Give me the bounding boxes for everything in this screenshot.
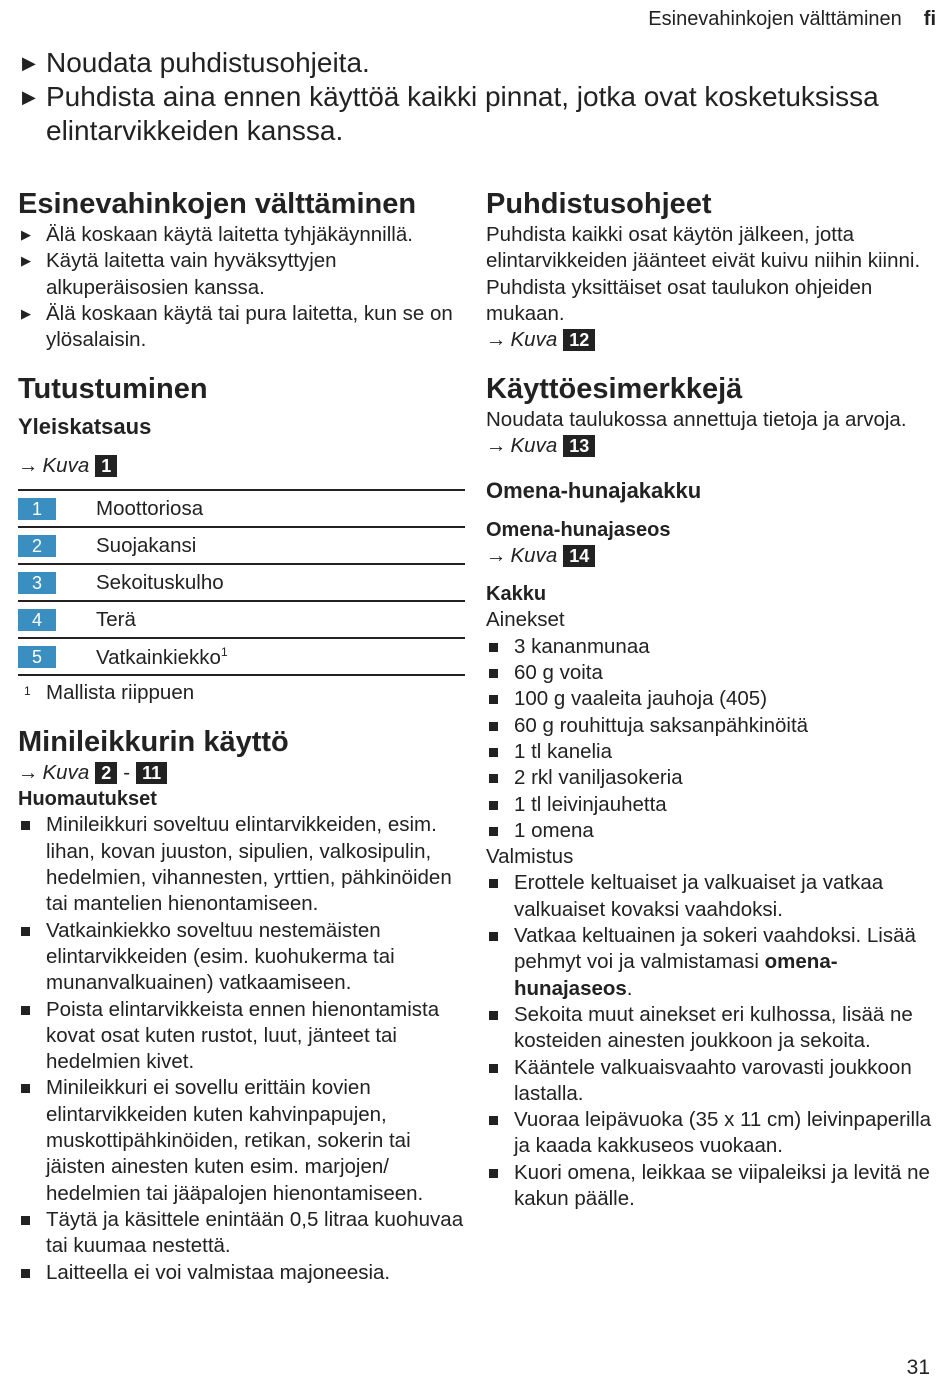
list-item: ▶ Älä koskaan käytä tai pura laitetta, kun se on ylösalaisin.	[21, 301, 453, 352]
header-title: Esinevahinkojen välttäminen	[648, 8, 902, 30]
arrow-right-icon: →	[18, 761, 39, 785]
figure-reference: → Kuva 13	[486, 433, 936, 459]
square-bullet-icon	[489, 879, 498, 888]
left-column	[18, 186, 468, 1286]
list-item: Erottele keltuaiset ja valkuaiset ja vatkaa valkuaiset kovaksi vaahdoksi.	[486, 870, 936, 923]
list-item: 3 kananmunaa	[486, 634, 936, 660]
mixture-heading: Omena-hunajaseos	[486, 519, 671, 542]
part-number-badge: 1	[18, 498, 56, 520]
part-name: Moottoriosa	[96, 496, 204, 520]
square-bullet-icon	[489, 1011, 498, 1020]
square-bullet-icon	[21, 927, 30, 936]
ingredients-list	[486, 634, 936, 844]
part-name: Terä	[96, 607, 136, 631]
square-bullet-icon	[489, 748, 498, 757]
figure-number-badge: 1	[95, 455, 117, 477]
figure-number-badge: 11	[136, 762, 167, 784]
figure-reference: → Kuva 2 - 11	[18, 760, 468, 786]
preparation-label: Valmistus	[486, 845, 574, 869]
figure-number-badge: 13	[563, 435, 595, 457]
list-item: Minileikkuri ei sovellu erittäin kovien elintarvikkeiden kuten kahvinpapujen, muskottipähkinöiden, retikan, sokerin tai jäisten ainesten kuten esim. marjojen/ hedelmien tai jääpalojen hienontamiseen.	[18, 1075, 468, 1206]
square-bullet-icon	[489, 669, 498, 678]
square-bullet-icon	[21, 1006, 30, 1015]
arrow-right-icon: →	[486, 544, 507, 568]
triangle-bullet-icon: ▶	[21, 227, 31, 242]
square-bullet-icon	[489, 932, 498, 941]
examples-heading: Käyttöesimerkkejä	[486, 373, 743, 406]
damage-heading: Esinevahinkojen välttäminen	[18, 188, 417, 220]
list-item: 100 g vaaleita jauhoja (405)	[486, 686, 936, 712]
list-item: Kuori omena, leikkaa se viipaleiksi ja levitä ne kakun päälle.	[486, 1160, 936, 1213]
square-bullet-icon	[489, 643, 498, 652]
intro-section-heading: Tutustuminen	[18, 373, 208, 406]
part-name-cell: Vatkainkiekko$^1$	[96, 644, 228, 669]
list-item: 60 g rouhittuja saksanpähkinöitä	[486, 713, 936, 739]
triangle-bullet-icon: ▶	[22, 53, 36, 73]
recipe-heading: Omena-hunajakakku	[486, 478, 702, 504]
damage-list	[18, 222, 468, 353]
list-item: 1 tl leivinjauhetta	[486, 792, 936, 818]
arrow-right-icon: →	[486, 328, 507, 352]
square-bullet-icon	[489, 774, 498, 783]
cleaning-heading: Puhdistusohjeet	[486, 188, 712, 220]
part-number-badge: 5	[18, 646, 56, 668]
footnote-marker: 1	[220, 644, 228, 659]
figure-number-badge: 12	[563, 329, 595, 351]
table-footnote: 1 Mallista riippuen	[24, 681, 195, 705]
list-item: Laitteella ei voi valmistaa majoneesia.	[18, 1260, 468, 1286]
list-item: Täytä ja käsittele enintään 0,5 litraa kuohuvaa tai kuumaa nestettä.	[18, 1207, 468, 1260]
parts-table	[18, 489, 465, 676]
intro-item: ▶ Puhdista aina ennen käyttöä kaikki pinnat, jotka ovat kosketuksissa elintarvikkeiden kanssa.	[22, 81, 879, 146]
triangle-bullet-icon: ▶	[21, 305, 31, 321]
square-bullet-icon	[489, 1064, 498, 1073]
figure-reference: → Kuva 14	[486, 543, 936, 569]
list-item: 2 rkl vaniljasokeria	[486, 765, 936, 791]
list-item: Vatkainkiekko soveltuu nestemäisten elintarvikkeiden (esim. kuohukerma tai munanvalkuainen) vatkaamiseen.	[18, 918, 468, 997]
square-bullet-icon	[489, 827, 498, 836]
part-number-badge: 4	[18, 609, 56, 631]
table-row	[18, 638, 465, 675]
square-bullet-icon	[21, 1269, 30, 1278]
part-name: Sekoituskulho	[96, 570, 224, 594]
bold-reference: omena-hunajaseos	[514, 950, 838, 1000]
list-item: ▶ Käytä laitetta vain hyväksyttyjen alkuperäisosien kanssa.	[21, 249, 337, 299]
table-row	[18, 527, 465, 564]
table-row	[18, 564, 465, 601]
figure-reference: → Kuva 1	[18, 453, 468, 479]
part-number-badge: 3	[18, 572, 56, 594]
list-item: Sekoita muut ainekset eri kulhossa, lisää ne kosteiden ainesten joukkoon ja sekoita.	[486, 1002, 936, 1055]
square-bullet-icon	[489, 1169, 498, 1178]
table-row	[18, 490, 465, 527]
intro-instructions	[18, 46, 918, 148]
mini-chopper-heading: Minileikkurin käyttö	[18, 726, 289, 759]
figure-reference: → Kuva 12	[486, 327, 936, 353]
square-bullet-icon	[21, 1216, 30, 1225]
right-column	[486, 186, 936, 1212]
notes-heading: Huomautukset	[18, 788, 157, 811]
cleaning-paragraph: Puhdista yksittäiset osat taulukon ohjeiden mukaan.	[486, 275, 873, 325]
list-item: Kääntele valkuaisvaahto varovasti joukkoon lastalla.	[486, 1055, 936, 1108]
part-name: Suojakansi	[96, 533, 197, 557]
list-item: Vuoraa leipävuoka (35 x 11 cm) leivinpaperilla ja kaada kakkuseos vuokaan.	[486, 1107, 936, 1160]
notes-list	[18, 812, 468, 1285]
steps-list	[486, 870, 936, 1212]
figure-number-badge: 2	[95, 762, 117, 784]
arrow-right-icon: →	[486, 434, 507, 458]
square-bullet-icon	[21, 821, 30, 830]
list-item: 1 omena	[486, 818, 936, 844]
table-row	[18, 601, 465, 638]
examples-paragraph: Noudata taulukossa annettuja tietoja ja arvoja.	[486, 408, 907, 432]
arrow-right-icon: →	[18, 454, 39, 478]
square-bullet-icon	[489, 801, 498, 810]
language-code: fi	[923, 8, 936, 30]
triangle-bullet-icon: ▶	[22, 87, 36, 107]
overview-heading: Yleiskatsaus	[18, 414, 152, 440]
part-number-badge: 2	[18, 535, 56, 557]
square-bullet-icon	[489, 722, 498, 731]
list-item: Poista elintarvikkeista ennen hienontamista kovat osat kuten rustot, luut, jänteet tai hedelmien kivet.	[18, 997, 468, 1076]
square-bullet-icon	[489, 695, 498, 704]
square-bullet-icon	[21, 1084, 30, 1093]
list-item: 60 g voita	[486, 660, 936, 686]
triangle-bullet-icon: ▶	[21, 253, 31, 269]
figure-number-badge: 14	[563, 545, 595, 567]
list-item: Vatkaa keltuainen ja sokeri vaahdoksi. Lisää pehmyt voi ja valmistamasi omena-hunajaseos.	[486, 923, 936, 1002]
intro-item: ▶ Noudata puhdistusohjeita.	[22, 47, 370, 78]
ingredients-label: Ainekset	[486, 608, 565, 632]
cake-heading: Kakku	[486, 583, 547, 606]
running-header	[648, 8, 936, 31]
cleaning-paragraph: Puhdista kaikki osat käytön jälkeen, jotta elintarvikkeiden jäänteet eivät kuivu niihin kiinni.	[486, 223, 921, 273]
list-item: Minileikkuri soveltuu elintarvikkeiden, esim. lihan, kovan juuston, sipulien, valkosipulin, hedelmien, vihannesten, yrttien, pähkinöiden tai mantelien hienontamiseen.	[18, 812, 468, 917]
page-number: 31	[906, 1356, 930, 1379]
list-item: 1 tl kanelia	[486, 739, 936, 765]
square-bullet-icon	[489, 1116, 498, 1125]
list-item: ▶ Älä koskaan käytä laitetta tyhjäkäynnillä.	[18, 222, 468, 248]
